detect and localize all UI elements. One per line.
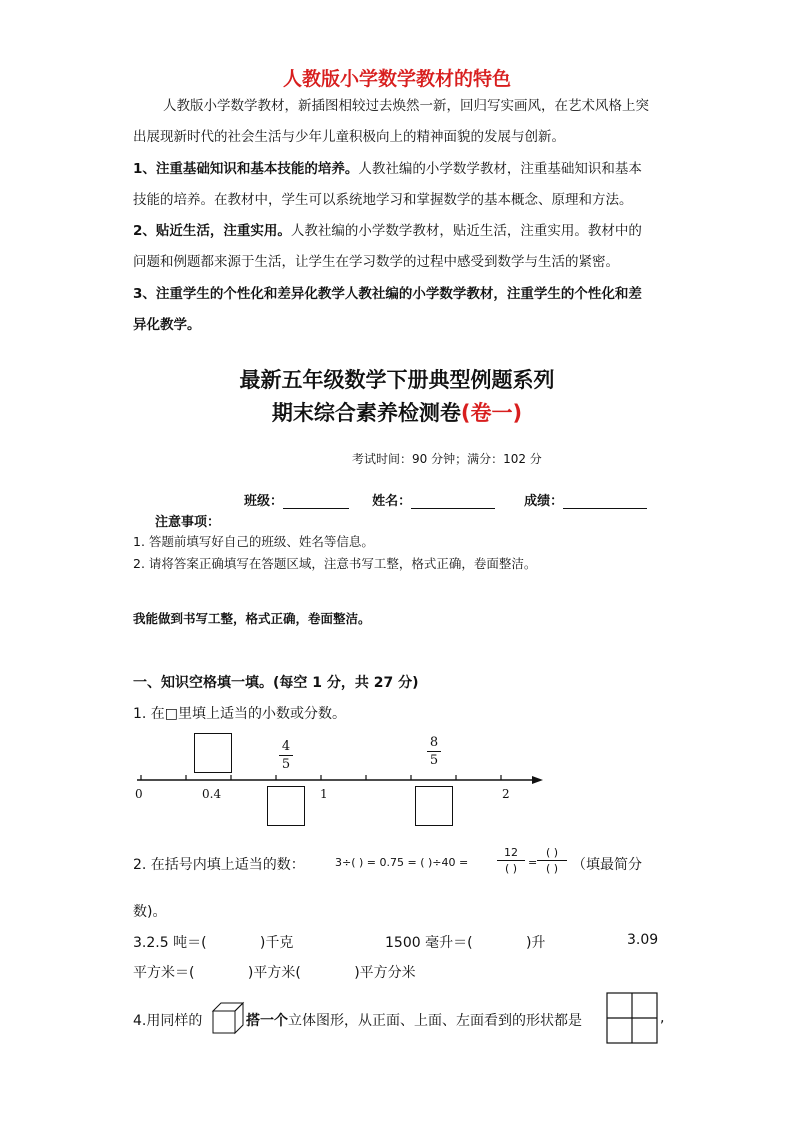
- notice-1: 1. 答题前填写好自己的班级、姓名等信息。: [133, 534, 374, 549]
- intro-item2-line2: 问题和例题都来源于生活，让学生在学习数学的过程中感受到数学与生活的紧密。: [133, 254, 619, 270]
- name-label: 姓名：: [372, 494, 412, 509]
- q3-line2: 平方米＝( )平方米( )平方分米: [133, 965, 416, 981]
- answer-box-2[interactable]: [267, 786, 305, 826]
- q2-equals: =: [528, 856, 538, 869]
- name-field[interactable]: [411, 494, 495, 509]
- fraction-4-5-num: 4: [281, 739, 291, 754]
- intro-para-line1: 人教版小学数学教材，新插图相较过去焕然一新，回归写实画风，在艺术风格上突: [163, 98, 649, 114]
- intro-title: 人教版小学数学教材的特色: [282, 68, 511, 90]
- shape-grid-icon: [606, 992, 658, 1044]
- q2-fraction: [497, 846, 525, 875]
- q3-part-a: 3.2.5 吨＝( )千克: [133, 935, 294, 951]
- q3-part-c: 3.09: [627, 932, 659, 948]
- answer-box-3[interactable]: [415, 786, 453, 826]
- score-field[interactable]: [563, 494, 647, 509]
- cube-icon: [210, 1001, 246, 1035]
- q2-frac2-den[interactable]: ( ): [545, 862, 559, 875]
- q3-part-b: 1500 毫升＝( )升: [385, 935, 546, 951]
- student-info-row: [244, 490, 647, 509]
- fraction-8-5: [427, 735, 441, 768]
- q4-prefix: 4.用同样的: [133, 1013, 203, 1029]
- number-line-arrow: [532, 776, 543, 784]
- notice-title: 注意事项：: [155, 515, 221, 530]
- tick-label-1: 1: [320, 787, 328, 801]
- q4-text: [246, 1010, 582, 1030]
- q2-suffix: （填最简分: [572, 857, 642, 873]
- section1-heading: 一、知识空格填一填。(每空 1 分，共 27 分): [133, 675, 419, 691]
- exam-title-line2: [0, 397, 794, 427]
- intro-item2-rest: 人教社编的小学数学教材，贴近生活，注重实用。教材中的: [290, 223, 642, 239]
- class-label: 班级：: [244, 494, 284, 509]
- intro-item2-line1: [133, 216, 642, 247]
- tick-label-0-4: 0.4: [202, 787, 222, 801]
- intro-item3-line2: 异化教学。: [133, 317, 201, 333]
- pledge: 我能做到书写工整，格式正确，卷面整洁。: [133, 611, 371, 626]
- q2-frac-den[interactable]: ( ): [504, 862, 518, 875]
- class-field[interactable]: [283, 494, 349, 509]
- intro-item1-rest: 人教社编的小学数学教材，注重基础知识和基本: [358, 161, 642, 177]
- q4-bold: 搭一个: [246, 1013, 288, 1029]
- q1-text: 1. 在□里填上适当的小数或分数。: [133, 706, 347, 722]
- intro-item2-bold: 2、贴近生活，注重实用。: [133, 223, 291, 239]
- intro-item1-line1: [133, 154, 642, 185]
- q2-frac-num: 12: [504, 846, 518, 859]
- q2-frac2-num[interactable]: ( ): [545, 846, 559, 859]
- tick-label-0: 0: [135, 787, 143, 801]
- q2-fraction-2: [537, 846, 567, 875]
- q2-line2: 数)。: [133, 904, 167, 920]
- fraction-8-5-den: 5: [429, 753, 439, 768]
- exam-title-main: 期末综合素养检测卷: [271, 401, 461, 425]
- q2-expression: 3÷( ) = 0.75 = ( )÷40 =: [335, 856, 469, 869]
- q2-prefix: 2. 在括号内填上适当的数：: [133, 857, 305, 873]
- score-label: 成绩：: [524, 494, 564, 509]
- answer-box-1[interactable]: [194, 733, 232, 773]
- exam-title-line1: 最新五年级数学下册典型例题系列: [239, 368, 555, 392]
- intro-item3-line1: 3、注重学生的个性化和差异化教学人教社编的小学数学教材，注重学生的个性化和差: [133, 286, 642, 302]
- notice-2: 2. 请将答案正确填写在答题区域，注意书写工整，格式正确，卷面整洁。: [133, 556, 537, 571]
- q4-suffix: 立体图形，从正面、上面、左面看到的形状都是: [288, 1013, 582, 1029]
- exam-title-suffix: (卷一): [460, 401, 523, 425]
- intro-item1-bold: 1、注重基础知识和基本技能的培养。: [133, 161, 359, 177]
- tick-label-2: 2: [502, 787, 510, 801]
- fraction-4-5-den: 5: [281, 757, 291, 772]
- intro-para-line2: 出展现新时代的社会生活与少年儿童积极向上的精神面貌的发展与创新。: [133, 129, 565, 145]
- fraction-4-5: [279, 739, 293, 772]
- intro-item1-line2: 技能的培养。在教材中，学生可以系统地学习和掌握数学的基本概念、原理和方法。: [133, 192, 633, 208]
- q4-end: ,: [660, 1010, 665, 1026]
- exam-time-info: 考试时间：90 分钟；满分：102 分: [352, 452, 542, 466]
- fraction-8-5-num: 8: [429, 735, 439, 750]
